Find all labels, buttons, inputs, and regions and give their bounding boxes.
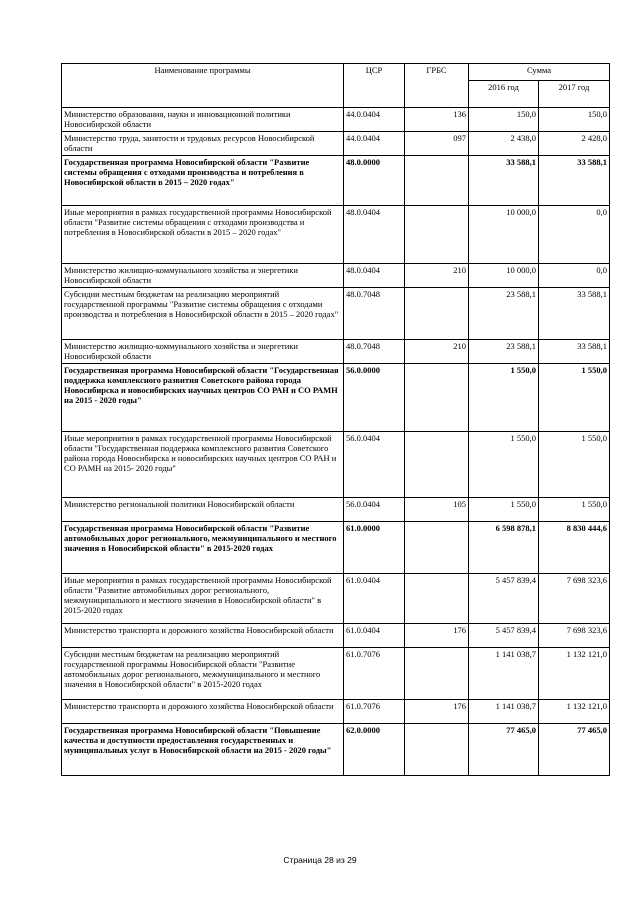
budget-table (61, 63, 610, 776)
table-row (62, 264, 610, 288)
page-number: Страница 28 из 29 (283, 855, 357, 865)
table-row (62, 340, 610, 364)
row-grbs-cell: 136 (405, 108, 469, 132)
row-2017-cell: 0,0 (539, 206, 610, 264)
row-grbs-cell (405, 364, 469, 432)
header-year-2017: 2017 год (539, 81, 610, 108)
row-grbs-cell: 105 (405, 498, 469, 522)
row-2016-cell: 10 000,0 (469, 264, 539, 288)
table-row (62, 574, 610, 624)
table-body (62, 108, 610, 776)
row-2017-cell: 0,0 (539, 264, 610, 288)
row-2016-cell: 5 457 839,4 (469, 574, 539, 624)
row-grbs-cell (405, 288, 469, 340)
row-name-cell: Субсидии местным бюджетам на реализацию мероприятий государственной программы "Развитие системы обращения с отходами производства и потребления в Новосибирской области в 2015 – 2020 годах" (62, 288, 344, 340)
row-name-cell: Государственная программа Новосибирской области "Развитие автомобильных дорог регионального, межмуниципального и местного значения в Новосибирской области" в 2015-2020 годах (62, 522, 344, 574)
row-name-cell: Государственная программа Новосибирской области "Развитие системы обращения с отходами производства и потребления в Новосибирской области в 2015 – 2020 годах" (62, 156, 344, 206)
row-2016-cell: 1 141 038,7 (469, 700, 539, 724)
table-row (62, 206, 610, 264)
row-2016-cell: 1 550,0 (469, 432, 539, 498)
row-csr-cell: 61.0.0000 (344, 522, 405, 574)
row-2017-cell: 33 588,1 (539, 340, 610, 364)
table-row (62, 156, 610, 206)
row-2016-cell: 2 438,0 (469, 132, 539, 156)
table-row (62, 648, 610, 700)
row-name-cell: Государственная программа Новосибирской области "Повышение качества и доступности предоставления государственных и муниципальных услуг в Новосибирской области на 2015 - 2020 годы" (62, 724, 344, 776)
row-csr-cell: 48.0.0000 (344, 156, 405, 206)
row-name-cell: Государственная программа Новосибирской области "Государственная поддержка комплексного развития Советского района города Новосибирска и новосибирских научных центров СО РАН и СО РАМН на 2015 - 2020 годы" (62, 364, 344, 432)
header-csr: ЦСР (344, 64, 405, 108)
row-csr-cell: 48.0.7048 (344, 288, 405, 340)
row-name-cell: Министерство транспорта и дорожного хозяйства Новосибирской области (62, 700, 344, 724)
row-grbs-cell (405, 522, 469, 574)
row-csr-cell: 48.0.0404 (344, 206, 405, 264)
table-row (62, 700, 610, 724)
row-name-cell: Иные мероприятия в рамках государственной программы Новосибирской области "Государственная поддержка комплексного развития Советского района города Новосибирска и новосибирских научных центров СО РАН и СО РАМН на 2015- 2020 годы" (62, 432, 344, 498)
row-2016-cell: 23 588,1 (469, 340, 539, 364)
row-2016-cell: 5 457 839,4 (469, 624, 539, 648)
row-name-cell: Субсидии местным бюджетам на реализацию мероприятий государственной программы Новосибирской области "Развитие автомобильных дорог регионального, межмуниципального и местного значения в Новосибирской области" в 2015-2020 годах (62, 648, 344, 700)
row-grbs-cell: 210 (405, 340, 469, 364)
row-2016-cell: 1 550,0 (469, 498, 539, 522)
row-grbs-cell (405, 574, 469, 624)
row-2017-cell: 7 698 323,6 (539, 574, 610, 624)
row-name-cell: Министерство региональной политики Новосибирской области (62, 498, 344, 522)
row-2017-cell: 1 550,0 (539, 364, 610, 432)
row-csr-cell: 56.0.0000 (344, 364, 405, 432)
row-name-cell: Министерство жилищно-коммунального хозяйства и энергетики Новосибирской области (62, 340, 344, 364)
row-2017-cell: 2 428,0 (539, 132, 610, 156)
header-year-2016: 2016 год (469, 81, 539, 108)
row-2016-cell: 33 588,1 (469, 156, 539, 206)
row-name-cell: Министерство образования, науки и инновационной политики Новосибирской области (62, 108, 344, 132)
row-name-cell: Иные мероприятия в рамках государственной программы Новосибирской области "Развитие автомобильных дорог регионального, межмуниципального и местного значения в Новосибирской области" в 2015-2020 годах (62, 574, 344, 624)
table-row (62, 132, 610, 156)
row-2017-cell: 8 830 444,6 (539, 522, 610, 574)
table-row (62, 724, 610, 776)
row-2016-cell: 1 141 038,7 (469, 648, 539, 700)
table-row (62, 522, 610, 574)
row-name-cell: Министерство труда, занятости и трудовых ресурсов Новосибирской области (62, 132, 344, 156)
table-row (62, 432, 610, 498)
row-grbs-cell: 176 (405, 700, 469, 724)
row-2017-cell: 1 132 121,0 (539, 700, 610, 724)
row-2016-cell: 10 000,0 (469, 206, 539, 264)
row-2017-cell: 1 550,0 (539, 432, 610, 498)
row-grbs-cell: 210 (405, 264, 469, 288)
row-2017-cell: 77 465,0 (539, 724, 610, 776)
table-row (62, 624, 610, 648)
row-2016-cell: 6 598 878,1 (469, 522, 539, 574)
table-row (62, 108, 610, 132)
row-grbs-cell (405, 206, 469, 264)
header-grbs: ГРБС (405, 64, 469, 108)
row-grbs-cell: 097 (405, 132, 469, 156)
row-csr-cell: 56.0.0404 (344, 432, 405, 498)
row-grbs-cell (405, 156, 469, 206)
row-csr-cell: 44.0.0404 (344, 132, 405, 156)
row-csr-cell: 61.0.0404 (344, 574, 405, 624)
row-2017-cell: 33 588,1 (539, 288, 610, 340)
table-row (62, 364, 610, 432)
row-2017-cell: 7 698 323,6 (539, 624, 610, 648)
header-sum: Сумма (469, 64, 610, 81)
row-2017-cell: 1 132 121,0 (539, 648, 610, 700)
row-grbs-cell (405, 724, 469, 776)
row-csr-cell: 61.0.7076 (344, 648, 405, 700)
row-csr-cell: 61.0.0404 (344, 624, 405, 648)
row-csr-cell: 61.0.7076 (344, 700, 405, 724)
row-2017-cell: 1 550,0 (539, 498, 610, 522)
row-grbs-cell (405, 432, 469, 498)
row-name-cell: Иные мероприятия в рамках государственной программы Новосибирской области "Развитие системы обращения с отходами производства и потребления в Новосибирской области в 2015 – 2020 годах" (62, 206, 344, 264)
row-grbs-cell (405, 648, 469, 700)
header-name: Наименование программы (62, 64, 344, 108)
row-2016-cell: 77 465,0 (469, 724, 539, 776)
row-csr-cell: 44.0.0404 (344, 108, 405, 132)
row-2016-cell: 150,0 (469, 108, 539, 132)
row-name-cell: Министерство жилищно-коммунального хозяйства и энергетики Новосибирской области (62, 264, 344, 288)
row-csr-cell: 62.0.0000 (344, 724, 405, 776)
row-csr-cell: 48.0.7048 (344, 340, 405, 364)
row-2016-cell: 23 588,1 (469, 288, 539, 340)
row-csr-cell: 56.0.0404 (344, 498, 405, 522)
row-2017-cell: 33 588,1 (539, 156, 610, 206)
row-name-cell: Министерство транспорта и дорожного хозяйства Новосибирской области (62, 624, 344, 648)
row-grbs-cell: 176 (405, 624, 469, 648)
table-row (62, 498, 610, 522)
row-2017-cell: 150,0 (539, 108, 610, 132)
row-csr-cell: 48.0.0404 (344, 264, 405, 288)
table-row (62, 288, 610, 340)
row-2016-cell: 1 550,0 (469, 364, 539, 432)
